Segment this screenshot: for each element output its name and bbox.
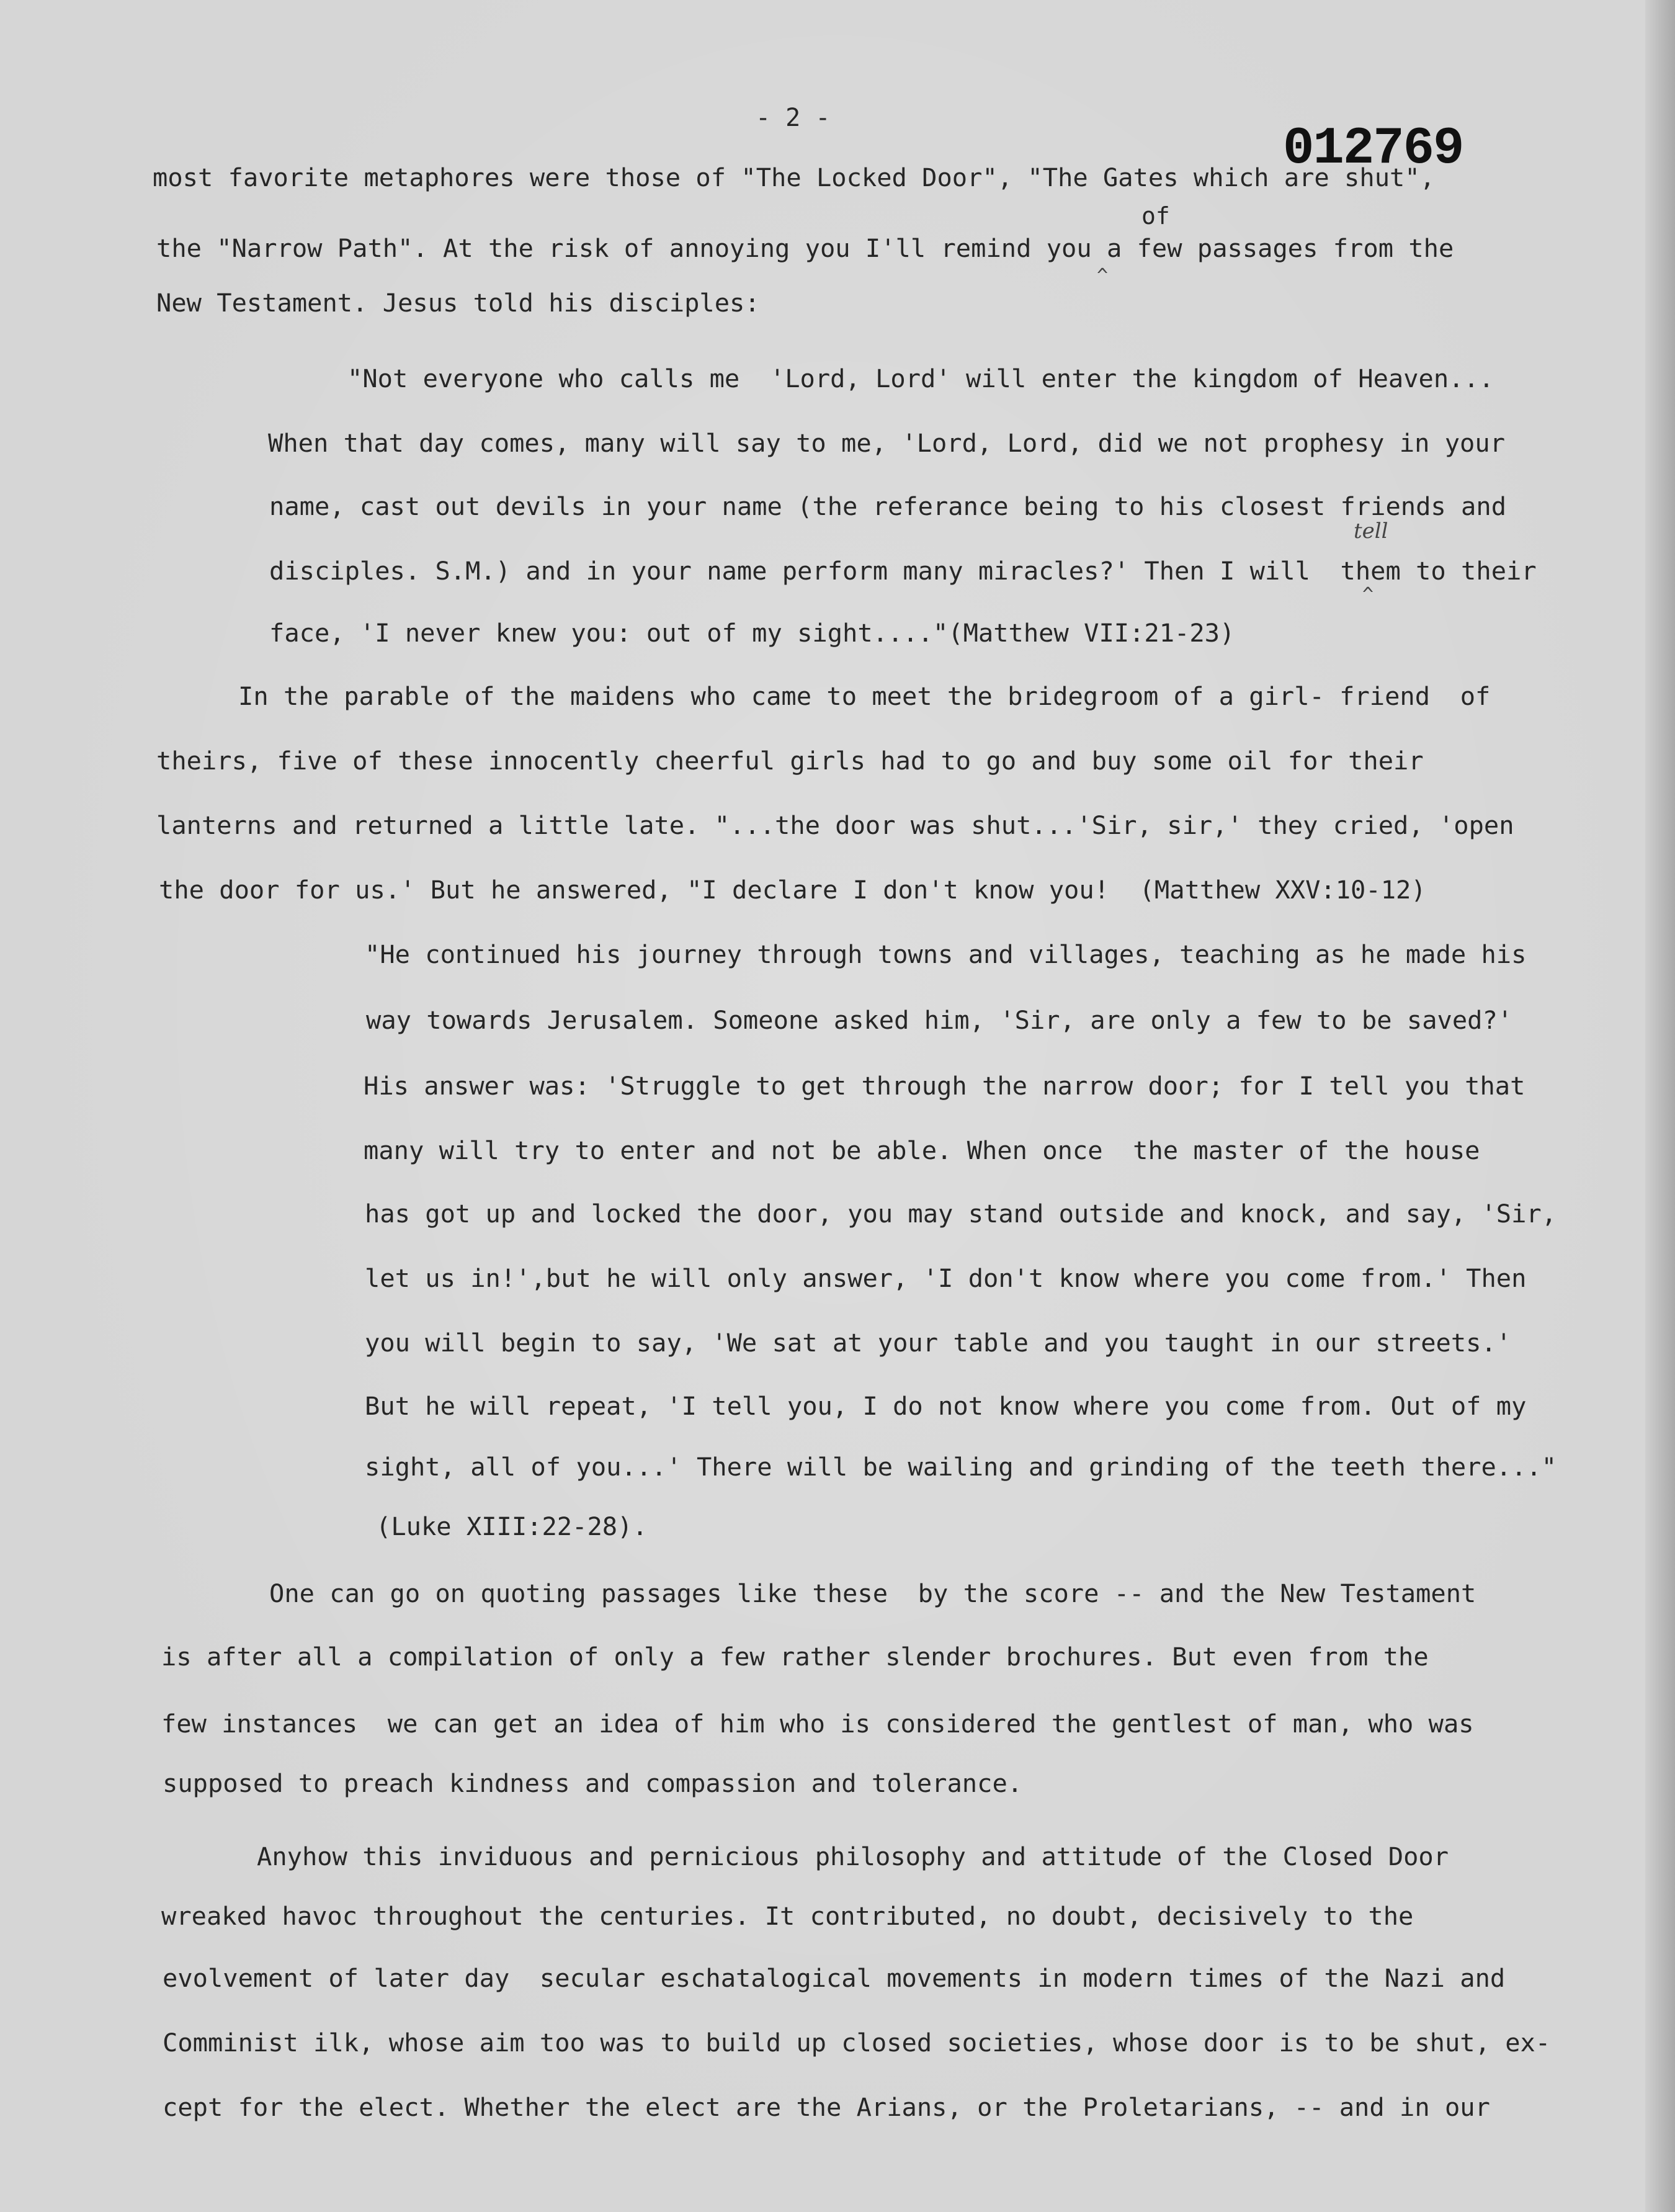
text-line: When that day comes, many will say to me, 'Lord, Lord, did we not prophesy in your bbox=[268, 428, 1506, 458]
scan-page-edge bbox=[1645, 0, 1675, 2212]
handwritten-insertion-tell: tell bbox=[1354, 519, 1388, 544]
text-line: let us in!',but he will only answer, 'I don't know where you come from.' Then bbox=[365, 1263, 1527, 1293]
text-line: sight, all of you...' There will be wailing and grinding of the teeth there..." bbox=[365, 1452, 1557, 1482]
text-line: way towards Jerusalem. Someone asked him, 'Sir, are only a few to be saved?' bbox=[366, 1005, 1513, 1035]
text-line: theirs, five of these innocently cheerful girls had to go and buy some oil for their bbox=[156, 746, 1424, 776]
text-line: In the parable of the maidens who came to meet the bridegroom of a girl- friend of bbox=[238, 681, 1491, 711]
document-number: 012769 bbox=[1283, 120, 1463, 179]
text-line: One can go on quoting passages like these by the score -- and the New Testament bbox=[269, 1578, 1476, 1608]
text-line: the door for us.' But he answered, "I declare I don't know you! (Matthew XXV:10-12) bbox=[159, 875, 1426, 905]
text-line: evolvement of later day secular eschatalogical movements in modern times of the Nazi and bbox=[163, 1963, 1506, 1993]
text-line: But he will repeat, 'I tell you, I do not know where you come from. Out of my bbox=[365, 1391, 1527, 1421]
text-line: has got up and locked the door, you may stand outside and knock, and say, 'Sir, bbox=[365, 1199, 1557, 1229]
text-line: New Testament. Jesus told his disciples: bbox=[156, 288, 760, 318]
text-line: name, cast out devils in your name (the referance being to his closest friends and bbox=[269, 491, 1507, 521]
text-line: many will try to enter and not be able. When once the master of the house bbox=[364, 1135, 1480, 1165]
text-line: His answer was: 'Struggle to get through the narrow door; for I tell you that bbox=[364, 1071, 1525, 1101]
text-line: "He continued his journey through towns and villages, teaching as he made his bbox=[365, 939, 1527, 969]
text-line: face, 'I never knew you: out of my sight...."(Matthew VII:21-23) bbox=[269, 618, 1235, 648]
text-line: you will begin to say, 'We sat at your table and you taught in our streets.' bbox=[365, 1328, 1512, 1358]
text-line: wreaked havoc throughout the centuries. It contributed, no doubt, decisively to the bbox=[161, 1901, 1414, 1931]
text-line: most favorite metaphores were those of "The Locked Door", "The Gates which are shut", bbox=[153, 163, 1435, 192]
insertion-caret-mark: ^ bbox=[1362, 584, 1374, 606]
typed-insertion-of: of bbox=[1141, 202, 1170, 230]
text-line: cept for the elect. Whether the elect are the Arians, or the Proletarians, -- and in our bbox=[163, 2092, 1490, 2122]
text-line: "Not everyone who calls me 'Lord, Lord' will enter the kingdom of Heaven... bbox=[347, 364, 1494, 393]
text-line: lanterns and returned a little late. "...the door was shut...'Sir, sir,' they cried, 'open bbox=[156, 810, 1514, 840]
text-line: few instances we can get an idea of him who is considered the gentlest of man, who was bbox=[161, 1709, 1474, 1739]
text-line: Anyhow this inviduous and pernicious philosophy and attitude of the Closed Door bbox=[257, 1842, 1449, 1871]
text-line: disciples. S.M.) and in your name perform many miracles?' Then I will them to their bbox=[269, 556, 1537, 586]
insertion-caret-mark: ^ bbox=[1097, 265, 1109, 287]
text-line: (Luke XIII:22-28). bbox=[376, 1511, 648, 1541]
text-line: supposed to preach kindness and compassion and tolerance. bbox=[163, 1768, 1023, 1798]
text-line: is after all a compilation of only a few rather slender brochures. But even from the bbox=[161, 1642, 1429, 1672]
text-line: Comminist ilk, whose aim too was to build up closed societies, whose door is to be shut, ex- bbox=[163, 2028, 1551, 2058]
page-number: - 2 - bbox=[756, 104, 831, 132]
text-line: the "Narrow Path". At the risk of annoying you I'll remind you a few passages from the bbox=[156, 233, 1454, 263]
